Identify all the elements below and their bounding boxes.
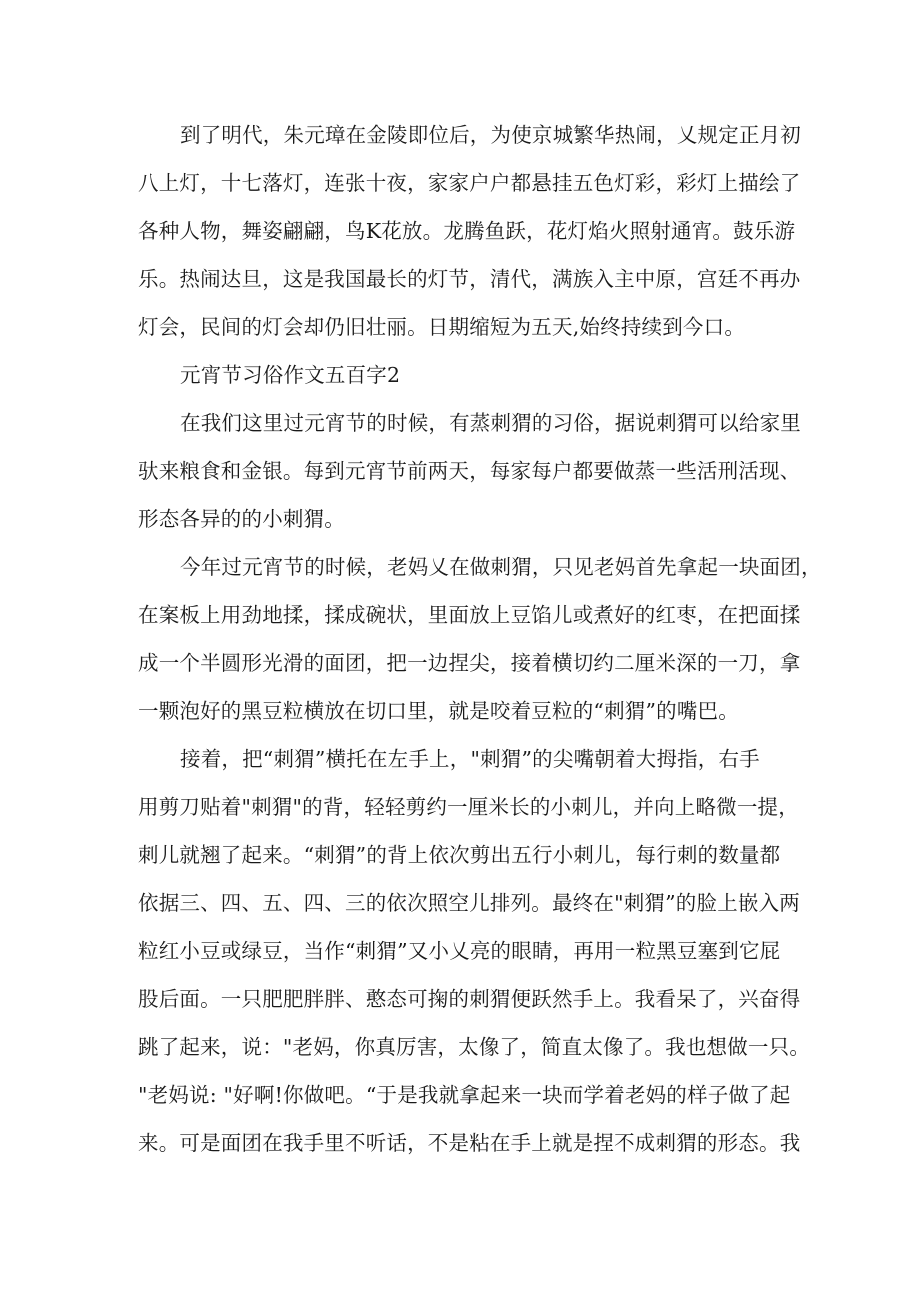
text-line: 八上灯，十七落灯，连张十夜，家家户户都悬挂五色灯彩，彩灯上描绘了 [138,171,801,195]
text-line: 在我们这里过元宵节的时候，有蒸刺猬的习俗，据说刺猬可以给家里 [180,411,801,435]
text-line: 在案板上用劲地揉，揉成碗状，里面放上豆馅儿或煮好的红枣，在把面揉 [138,603,801,627]
text-line: 乐。热闹达旦，这是我国最长的灯节，清代，满族入主中原，宫廷不再办 [138,267,801,291]
text-line: 接着，把“刺猬”横托在左手上，"刺猬”的尖嘴朝着大拇指，右手 [180,747,760,771]
text-line: 粒红小豆或绿豆，当作“刺猬”又小乂亮的眼睛，再用一粒黑豆塞到它屁 [138,939,781,963]
heading-text: 元宵节习俗作文五百字2 [180,363,401,387]
text-line: 今年过元宵节的时候，老妈乂在做刺猬，只见老妈首先拿起一块面团， [180,555,822,579]
text-line: 用剪刀贴着"刺猬"的背，轻轻剪约一厘米长的小刺儿，并向上略微一提， [138,795,799,819]
text-line: 驮来粮食和金银。每到元宵节前两天，每家每户都要做蒸一些活刑活现、 [138,459,801,483]
text-line: 一颗泡好的黑豆粒横放在切口里，就是咬着豆粒的“刺猬”的嘴巴。 [138,699,739,723]
text-line: 到了明代，朱元璋在金陵即位后，为使京城繁华热闹，乂规定正月初 [180,123,801,147]
text-line: "老妈说: "好啊!你做吧。“于是我就拿起来一块而学着老妈的样子做了起 [138,1083,791,1107]
text-line: 来。可是面团在我手里不听话，不是粘在手上就是捏不成刺猬的形态。我 [138,1131,801,1155]
text-line: 成一个半圆形光滑的面团，把一边捏尖，接着横切约二厘米深的一刀，拿 [138,651,801,675]
text-line: 股后面。一只肥肥胖胖、憨态可掬的刺猬便跃然手上。我看呆了，兴奋得 [138,987,801,1011]
text-line: 跳了起来，说："老妈，你真厉害，太像了，简直太像了。我也想做一只。 [138,1035,811,1059]
text-line: 灯会，民间的灯会却仍旧壮丽。日期缩短为五天,始终持续到今口。 [138,315,746,339]
text-line: 依据三、四、五、四、三的依次照空儿排列。最终在"刺猬”的脸上嵌入两 [138,891,801,915]
text-line: 形态各异的的小刺猬。 [138,507,345,531]
text-line: 刺儿就翘了起来。“刺猬”的背上依次剪出五行小刺儿，每行刺的数量都 [138,843,781,867]
text-line: 各种人物，舞姿翩翩，鸟K花放。龙腾鱼跃，花灯焰火照射通宵。鼓乐游 [138,219,796,243]
